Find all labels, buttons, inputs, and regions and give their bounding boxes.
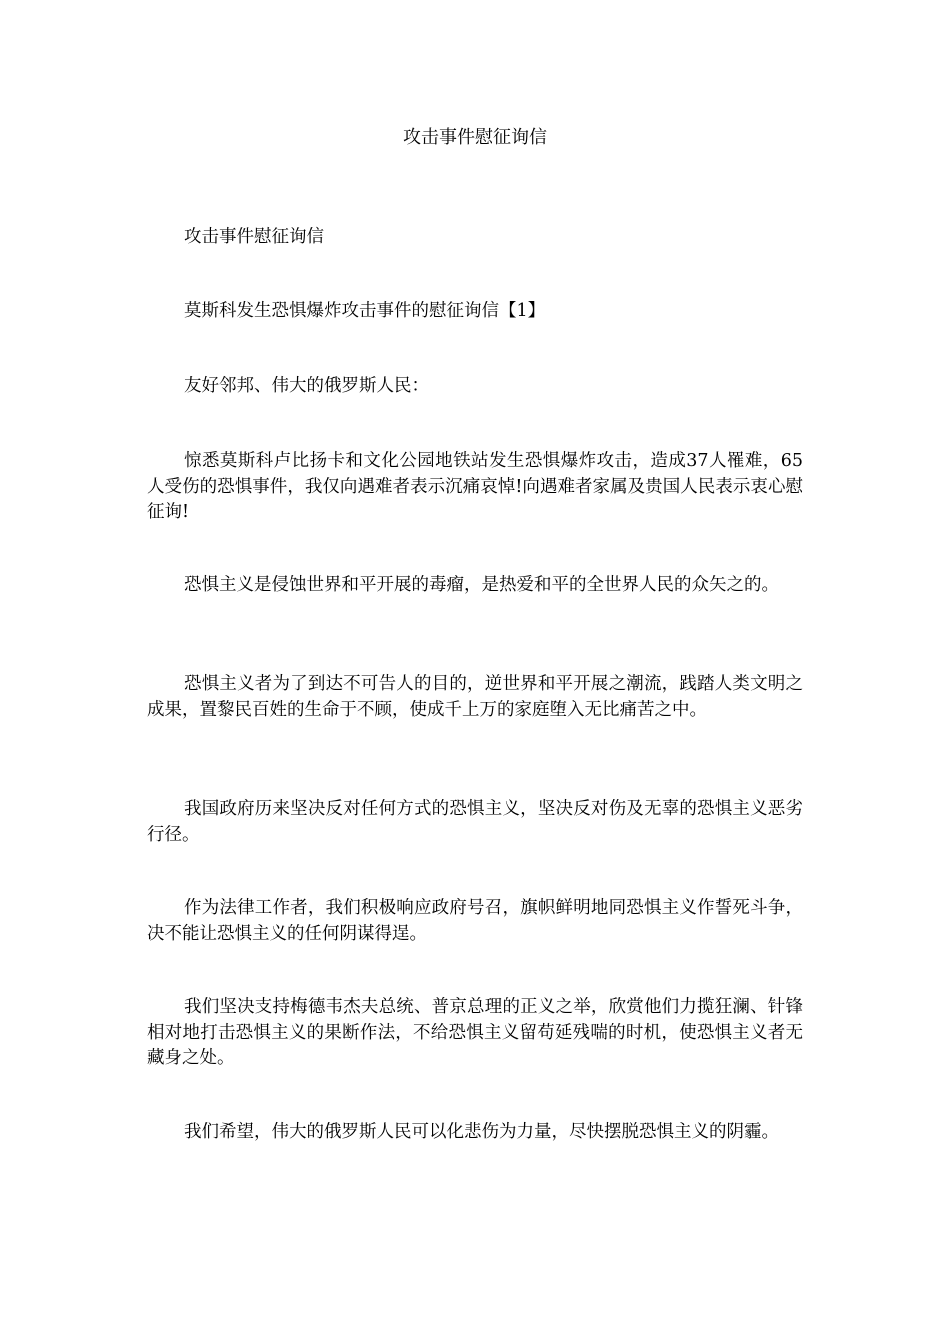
body-paragraph: 我国政府历来坚决反对任何方式的恐惧主义，坚决反对伤及无辜的恐惧主义恶劣行径。 [147, 799, 803, 845]
body-paragraph: 作为法律工作者，我们积极响应政府号召，旗帜鲜明地同恐惧主义作誓死斗争，决不能让恐惧主义的任何阴谋得逞。 [147, 898, 803, 944]
letter-heading-paragraph: 莫斯科发生恐惧爆炸攻击事件的慰征询信【1】 [184, 301, 546, 321]
body-paragraph: 我们希望，伟大的俄罗斯人民可以化悲伤为力量，尽快摆脱恐惧主义的阴霾。 [184, 1122, 779, 1142]
body-paragraph: 我们坚决支持梅德韦杰夫总统、普京总理的正义之举，欣赏他们力揽狂澜、针锋相对地打击恐惧主义的果断作法，不给恐惧主义留苟延残喘的时机，使恐惧主义者无藏身之处。 [147, 997, 803, 1068]
body-paragraph: 惊悉莫斯科卢比扬卡和文化公园地铁站发生恐惧爆炸攻击，造成37人罹难，65人受伤的恐惧事件，我仅向遇难者表示沉痛哀悼!向遇难者家属及贵国人民表示衷心慰征询! [147, 451, 803, 522]
salutation-paragraph: 友好邻邦、伟大的俄罗斯人民： [184, 376, 429, 396]
document-title: 攻击事件慰征询信 [403, 127, 547, 148]
body-paragraph: 恐惧主义者为了到达不可告人的目的，逆世界和平开展之潮流，践踏人类文明之成果，置黎民百姓的生命于不顾，使成千上万的家庭堕入无比痛苦之中。 [147, 674, 803, 720]
subtitle-paragraph: 攻击事件慰征询信 [184, 227, 324, 247]
body-paragraph: 恐惧主义是侵蚀世界和平开展的毒瘤，是热爱和平的全世界人民的众矢之的。 [184, 575, 779, 595]
